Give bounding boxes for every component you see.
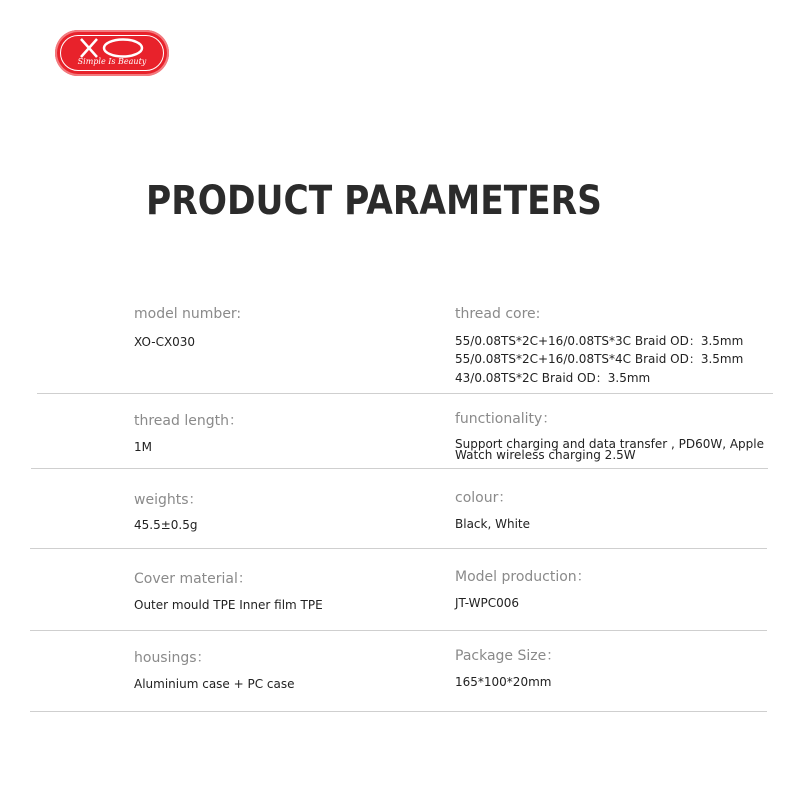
- logo-tagline: Simple Is Beauty: [77, 57, 147, 66]
- page-title: PRODUCT PARAMETERS: [146, 178, 602, 224]
- thread-core-line-1: 55/0.08TS*2C+16/0.08TS*3C Braid OD：3.5mm: [455, 334, 744, 348]
- thread-core-line-3: 43/0.08TS*2C Braid OD：3.5mm: [455, 371, 651, 385]
- weights-value: 45.5±0.5g: [134, 518, 198, 532]
- housings-value: Aluminium case + PC case: [134, 677, 295, 691]
- row-divider: [30, 711, 767, 712]
- cover-material-label: Cover material：: [134, 571, 252, 587]
- thread-core-line-2: 55/0.08TS*2C+16/0.08TS*4C Braid OD：3.5mm: [455, 352, 744, 366]
- row-divider: [30, 630, 767, 631]
- functionality-value: Support charging and data transfer , PD60W, Apple Watch wireless charging 2.5W: [455, 437, 764, 462]
- colour-value: Black, White: [455, 517, 530, 531]
- row-divider: [30, 548, 767, 549]
- functionality-label: functionality：: [455, 411, 557, 427]
- package-size-label: Package Size：: [455, 648, 561, 664]
- model-production-value: JT-WPC006: [455, 596, 519, 610]
- thread-length-label: thread length：: [134, 413, 243, 429]
- thread-length-value: 1M: [134, 440, 152, 454]
- brand-logo: [55, 30, 169, 76]
- model-production-label: Model production：: [455, 569, 591, 585]
- cover-material-value: Outer mould TPE Inner film TPE: [134, 598, 323, 612]
- logo-wordmark-icon: [79, 37, 145, 59]
- row-divider: [31, 468, 768, 469]
- weights-label: weights：: [134, 492, 203, 508]
- housings-label: housings：: [134, 650, 211, 666]
- package-size-value: 165*100*20mm: [455, 675, 552, 689]
- thread-core-label: thread core:: [455, 306, 541, 322]
- row-divider: [37, 393, 773, 394]
- model-number-label: model number:: [134, 306, 242, 322]
- colour-label: colour：: [455, 490, 513, 506]
- model-number-value: XO-CX030: [134, 335, 196, 349]
